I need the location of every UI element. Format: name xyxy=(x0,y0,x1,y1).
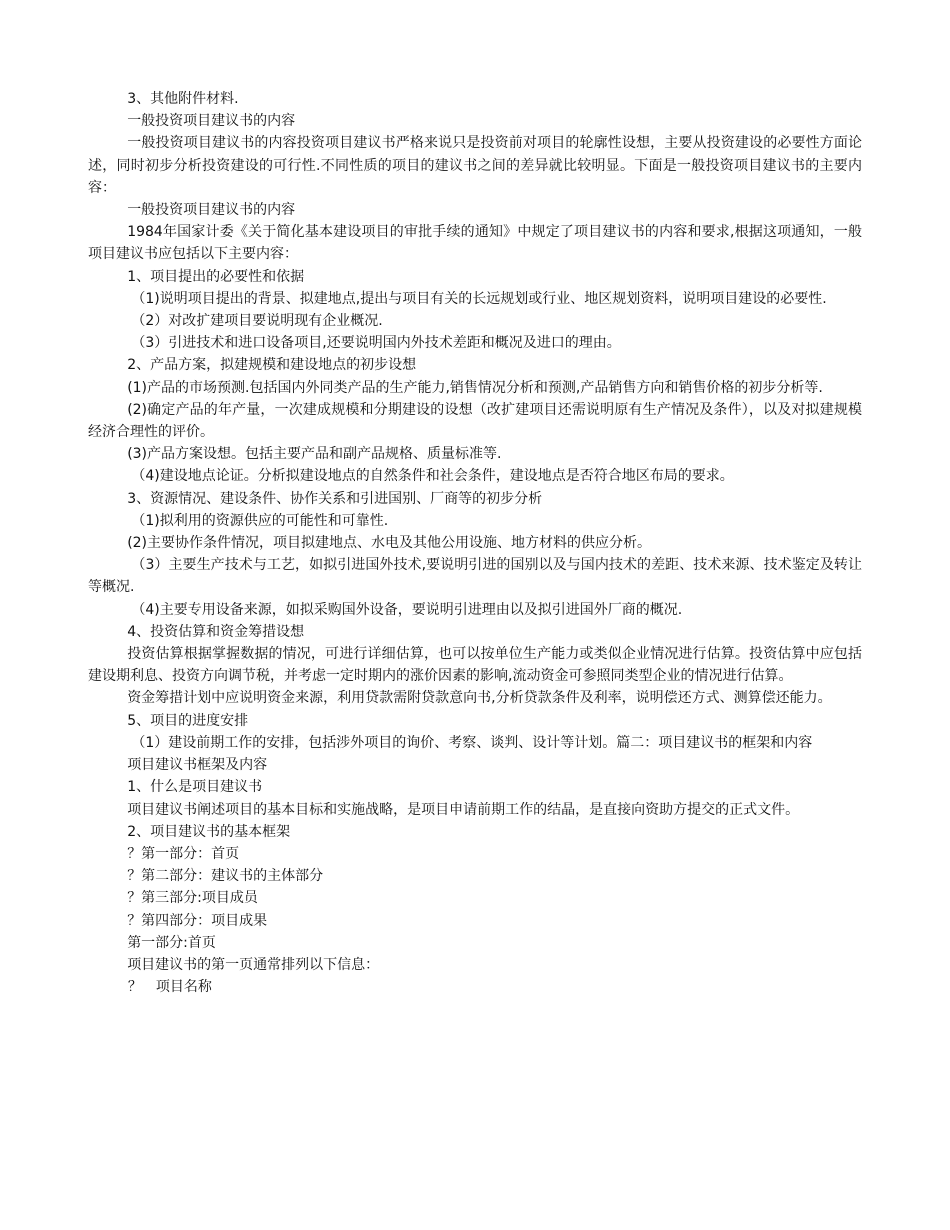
bullet-item: ？ 项目名称 xyxy=(127,979,212,996)
bullet-item: ？第三部分:项目成员 xyxy=(127,890,258,907)
list-heading: 2、项目建议书的基本框架 xyxy=(127,823,291,840)
list-heading: 5、项目的进度安排 xyxy=(127,712,249,729)
bullet-item: ？第一部分：首页 xyxy=(127,845,240,862)
list-heading: 2、产品方案，拟建规模和建设地点的初步设想 xyxy=(127,357,417,374)
body-paragraph: 1984年国家计委《关于简化基本建设项目的审批手续的通知》中规定了项目建议书的内容和要求,根据这项通知，一般项目建议书应包括以下主要内容： xyxy=(88,224,862,263)
list-heading: 3、资源情况、建设条件、协作关系和引进国别、厂商等的初步分析 xyxy=(127,490,543,507)
body-paragraph: 资金筹措计划中应说明资金来源，利用贷款需附贷款意向书,分析贷款条件及利率，说明偿还方式、测算偿还能力。 xyxy=(127,690,832,707)
list-item: （4)主要专用设备来源，如拟采购国外设备，要说明引进理由以及拟引进国外厂商的概况. xyxy=(131,601,683,618)
list-item: （4)建设地点论证。分析拟建设地点的自然条件和社会条件，建设地点是否符合地区布局的要求。 xyxy=(131,468,734,485)
section-heading: 项目建议书框架及内容 xyxy=(127,757,268,774)
section-heading: 一般投资项目建议书的内容 xyxy=(127,202,296,219)
section-heading: 一般投资项目建议书的内容 xyxy=(127,113,296,130)
list-item: (2)主要协作条件情况，项目拟建地点、水电及其他公用设施、地方材料的供应分析。 xyxy=(127,535,652,552)
list-item-other-attachments: 3、其他附件材料. xyxy=(127,91,239,107)
body-paragraph: 一般投资项目建议书的内容投资项目建议书严格来说只是投资前对项目的轮廓性设想，主要从投资建设的必要性方面论述，同时初步分析投资建设的可行性.不同性质的项目的建议书之间的差异就比较明显。下面是一般投资项目建议书的主要内容： xyxy=(88,135,862,196)
list-heading: 1、项目提出的必要性和依据 xyxy=(127,268,305,285)
list-item: (1)产品的市场预测.包括国内外同类产品的生产能力,销售情况分析和预测,产品销售方向和销售价格的初步分析等. xyxy=(127,379,823,396)
bullet-item: ？第二部分：建议书的主体部分 xyxy=(127,868,324,885)
body-paragraph: 投资估算根据掌握数据的情况，可进行详细估算，也可以按单位生产能力或类似企业情况进行估算。投资估算中应包括建设期利息、投资方向调节税，并考虑一定时期内的涨价因素的影响,流动资金可参照同类型企业的情况进行估算。 xyxy=(88,646,862,685)
list-item: （3）主要生产技术与工艺，如拟引进国外技术,要说明引进的国别以及与国内技术的差距、技术来源、技术鉴定及转让等概况. xyxy=(88,557,862,596)
list-item: （2）对改扩建项目要说明现有企业概况. xyxy=(131,313,383,330)
body-paragraph: 项目建议书阐述项目的基本目标和实施战略，是项目申请前期工作的结晶，是直接向资助方提交的正式文件。 xyxy=(127,801,800,818)
list-item: （1)说明项目提出的背景、拟建地点,提出与项目有关的长远规划或行业、地区规划资料，说明项目建设的必要性. xyxy=(131,290,827,307)
list-item: (2)确定产品的年产量，一次建成规模和分期建设的设想（改扩建项目还需说明原有生产情况及条件），以及对拟建规模经济合理性的评价。 xyxy=(88,401,862,441)
bullet-item: ？第四部分：项目成果 xyxy=(127,912,268,929)
list-item: （1)拟利用的资源供应的可能性和可靠性. xyxy=(131,512,389,529)
body-paragraph: 项目建议书的第一页通常排列以下信息： xyxy=(127,956,380,973)
section-heading: 第一部分:首页 xyxy=(127,934,216,951)
list-item: (3)产品方案设想。包括主要产品和副产品规格、质量标准等. xyxy=(127,446,502,463)
list-item: （3）引进技术和进口设备项目,还要说明国内外技术差距和概况及进口的理由。 xyxy=(131,335,621,352)
document-body xyxy=(88,88,862,998)
list-item: （1）建设前期工作的安排，包括涉外项目的询价、考察、谈判、设计等计划。篇二：项目建议书的框架和内容 xyxy=(131,734,813,751)
list-heading: 1、什么是项目建议书 xyxy=(127,779,263,796)
list-heading: 4、投资估算和资金筹措设想 xyxy=(127,623,305,640)
